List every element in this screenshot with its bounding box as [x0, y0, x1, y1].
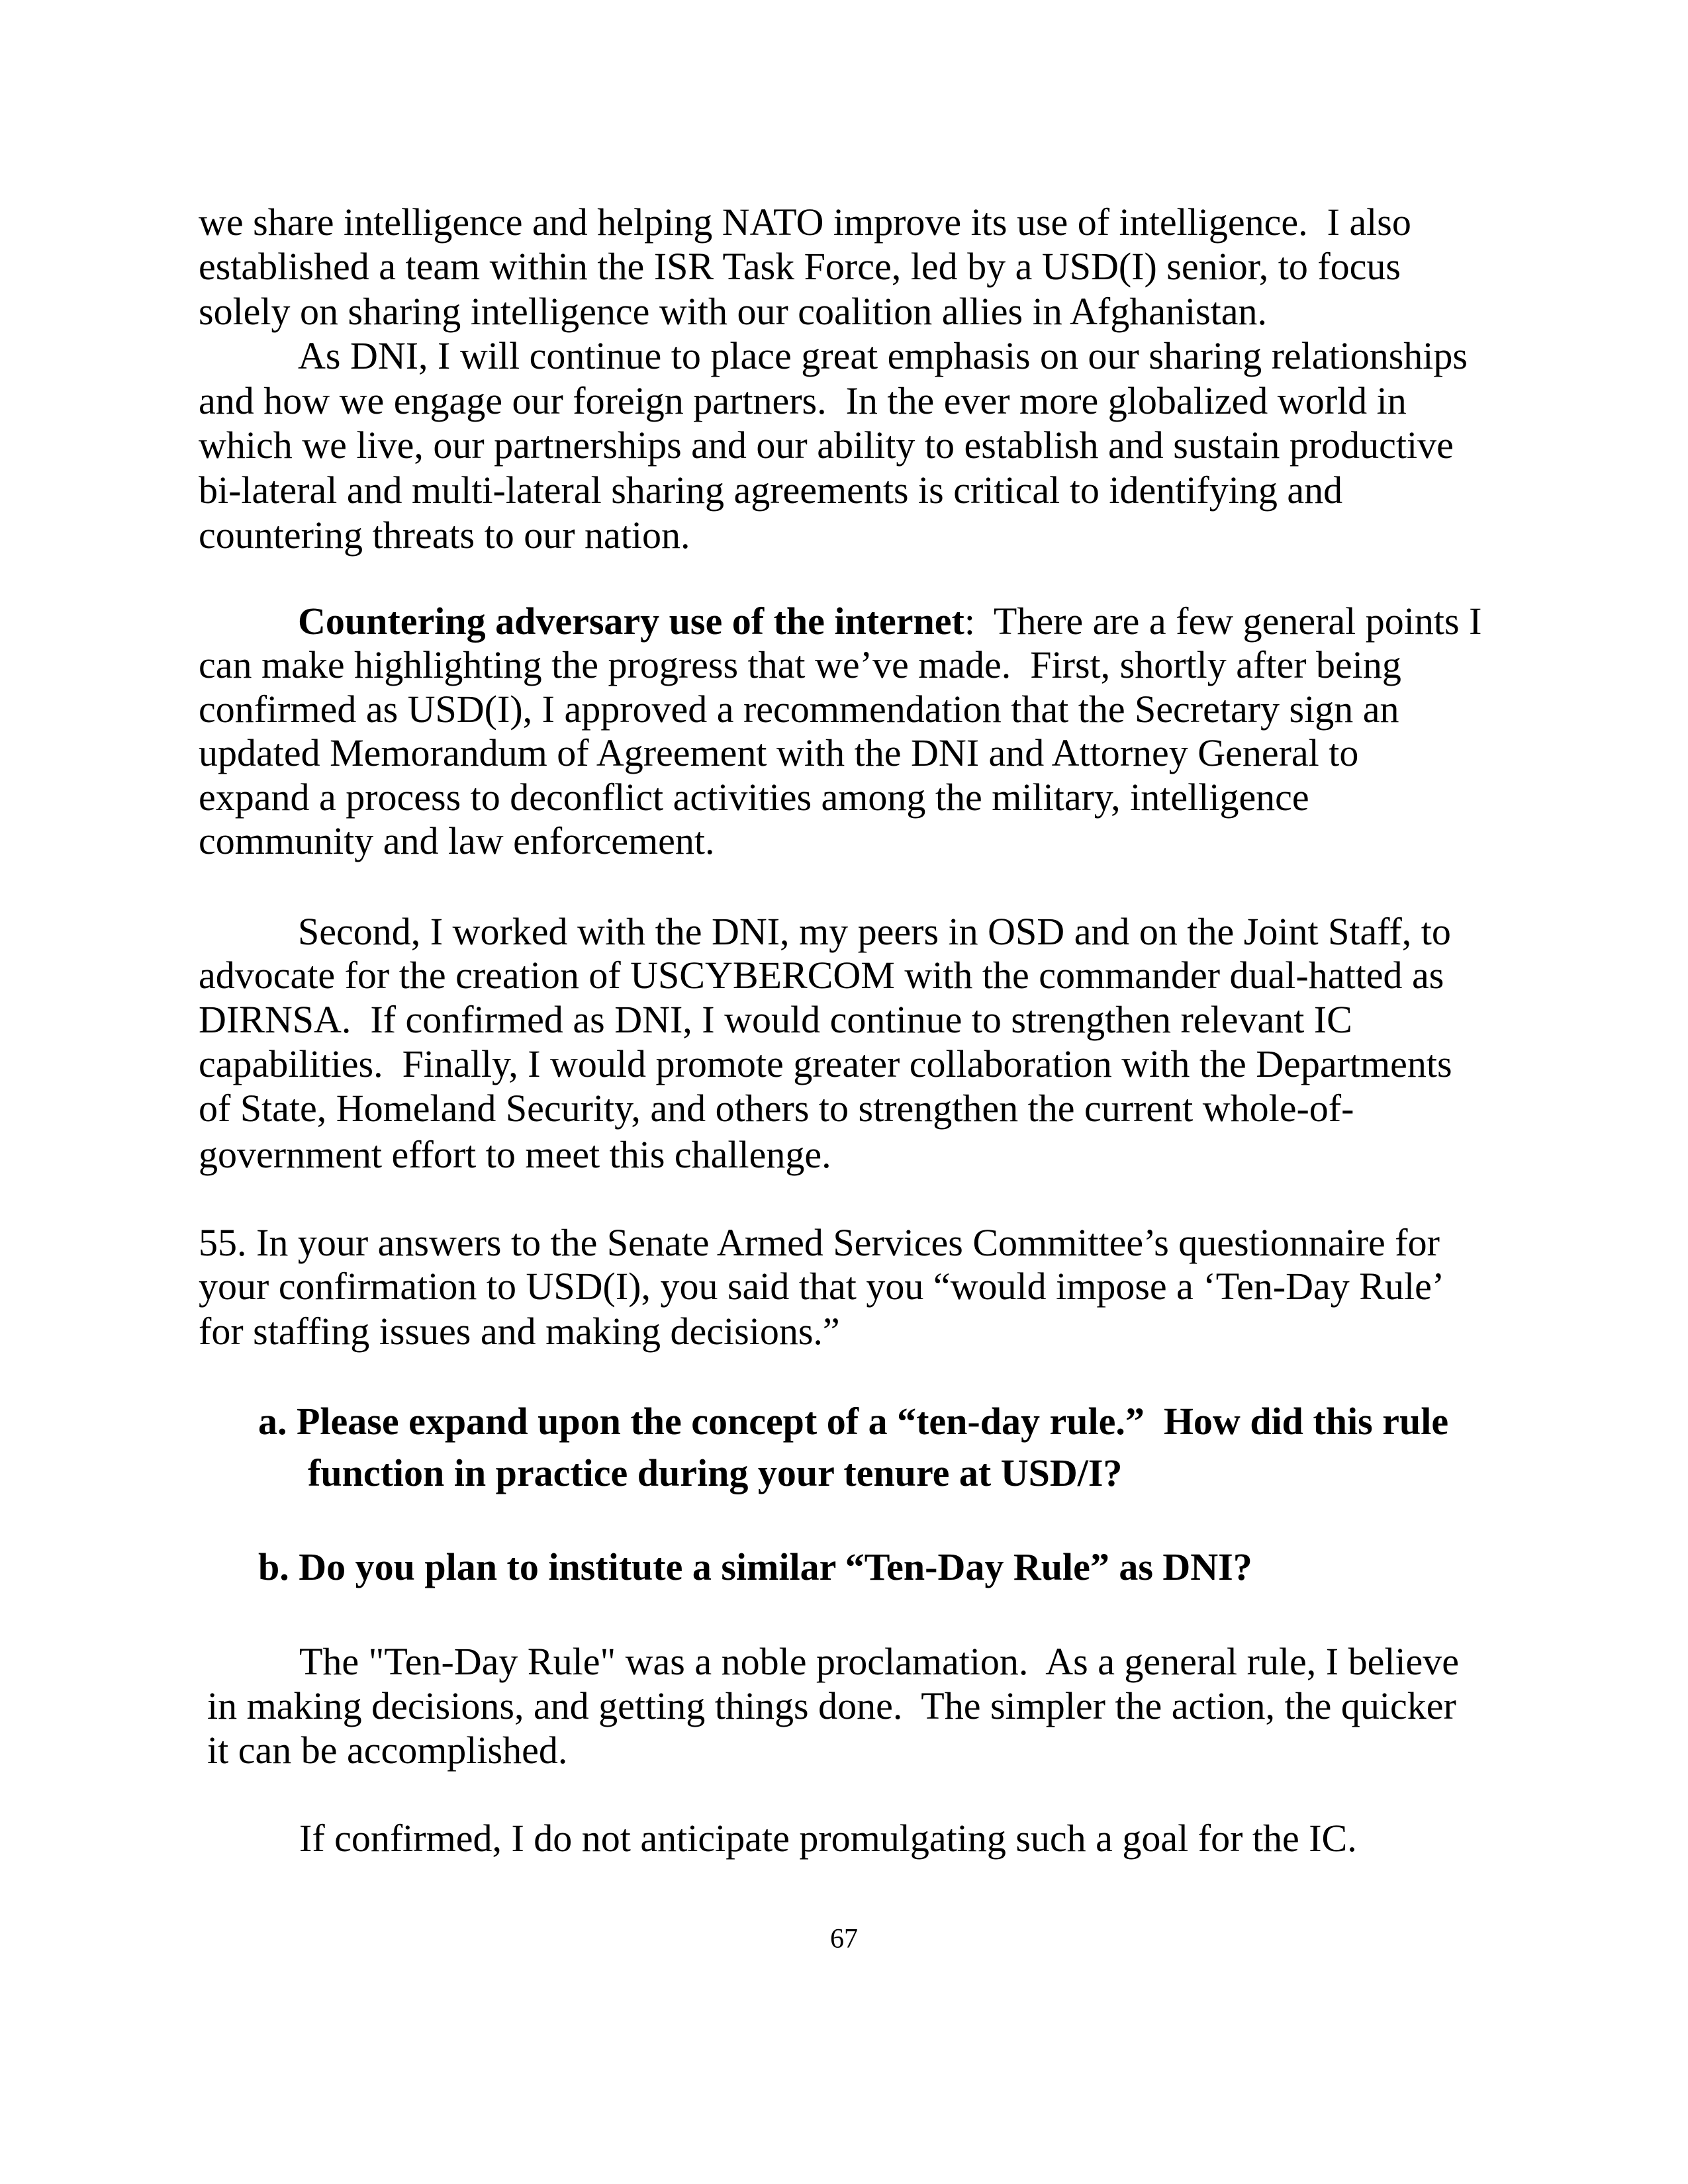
- text-line: bi-lateral and multi-lateral sharing agreements is critical to identifying and: [199, 469, 1343, 512]
- text-line: countering threats to our nation.: [199, 514, 690, 557]
- text-line: Second, I worked with the DNI, my peers in OSD and on the Joint Staff, to: [298, 910, 1451, 953]
- section-heading: Countering adversary use of the internet: [298, 600, 964, 643]
- text-line: community and law enforcement.: [199, 819, 715, 862]
- text-line: updated Memorandum of Agreement with the DNI and Attorney General to: [199, 731, 1359, 774]
- text-line: DIRNSA. If confirmed as DNI, I would continue to strengthen relevant IC: [199, 998, 1352, 1041]
- text-line: As DNI, I will continue to place great emphasis on our sharing relationships: [298, 334, 1468, 377]
- text-line: government effort to meet this challenge.: [199, 1133, 831, 1176]
- text-line: established a team within the ISR Task Force, led by a USD(I) senior, to focus: [199, 245, 1401, 288]
- text-line: If confirmed, I do not anticipate promulgating such a goal for the IC.: [299, 1817, 1357, 1860]
- text-line: b. Do you plan to institute a similar “Ten-Day Rule” as DNI?: [258, 1545, 1252, 1588]
- text-line: and how we engage our foreign partners. In the ever more globalized world in: [199, 379, 1407, 422]
- text-line: expand a process to deconflict activities among the military, intelligence: [199, 776, 1309, 819]
- text-line: confirmed as USD(I), I approved a recommendation that the Secretary sign an: [199, 688, 1399, 731]
- text-line: your confirmation to USD(I), you said that you “would impose a ‘Ten-Day Rule’: [199, 1265, 1445, 1308]
- text-line: capabilities. Finally, I would promote greater collaboration with the Departments: [199, 1042, 1452, 1085]
- text-line: of State, Homeland Security, and others to strengthen the current whole-of-: [199, 1087, 1354, 1130]
- text-line: we share intelligence and helping NATO improve its use of intelligence. I also: [199, 201, 1411, 244]
- text-line: function in practice during your tenure at USD/I?: [308, 1451, 1123, 1494]
- text-line: The "Ten-Day Rule" was a noble proclamation. As a general rule, I believe: [299, 1640, 1460, 1683]
- text-line: in making decisions, and getting things done. The simpler the action, the quicker: [207, 1684, 1456, 1727]
- text-line: which we live, our partnerships and our ability to establish and sustain productive: [199, 424, 1454, 467]
- text-line: solely on sharing intelligence with our coalition allies in Afghanistan.: [199, 290, 1268, 333]
- page-number: 67: [830, 1924, 858, 1954]
- text-line: advocate for the creation of USCYBERCOM with the commander dual-hatted as: [199, 954, 1444, 997]
- text-line: 55. In your answers to the Senate Armed Services Committee’s questionnaire for: [199, 1221, 1440, 1264]
- text-line: for staffing issues and making decisions.”: [199, 1310, 840, 1353]
- text-line: it can be accomplished.: [207, 1729, 568, 1772]
- text-line: can make highlighting the progress that we’ve made. First, shortly after being: [199, 643, 1401, 686]
- text-line: [298, 602, 1481, 641]
- heading-suffix: : There are a few general points I: [964, 600, 1482, 643]
- text-line: a. Please expand upon the concept of a “ten-day rule.” How did this rule: [258, 1400, 1449, 1443]
